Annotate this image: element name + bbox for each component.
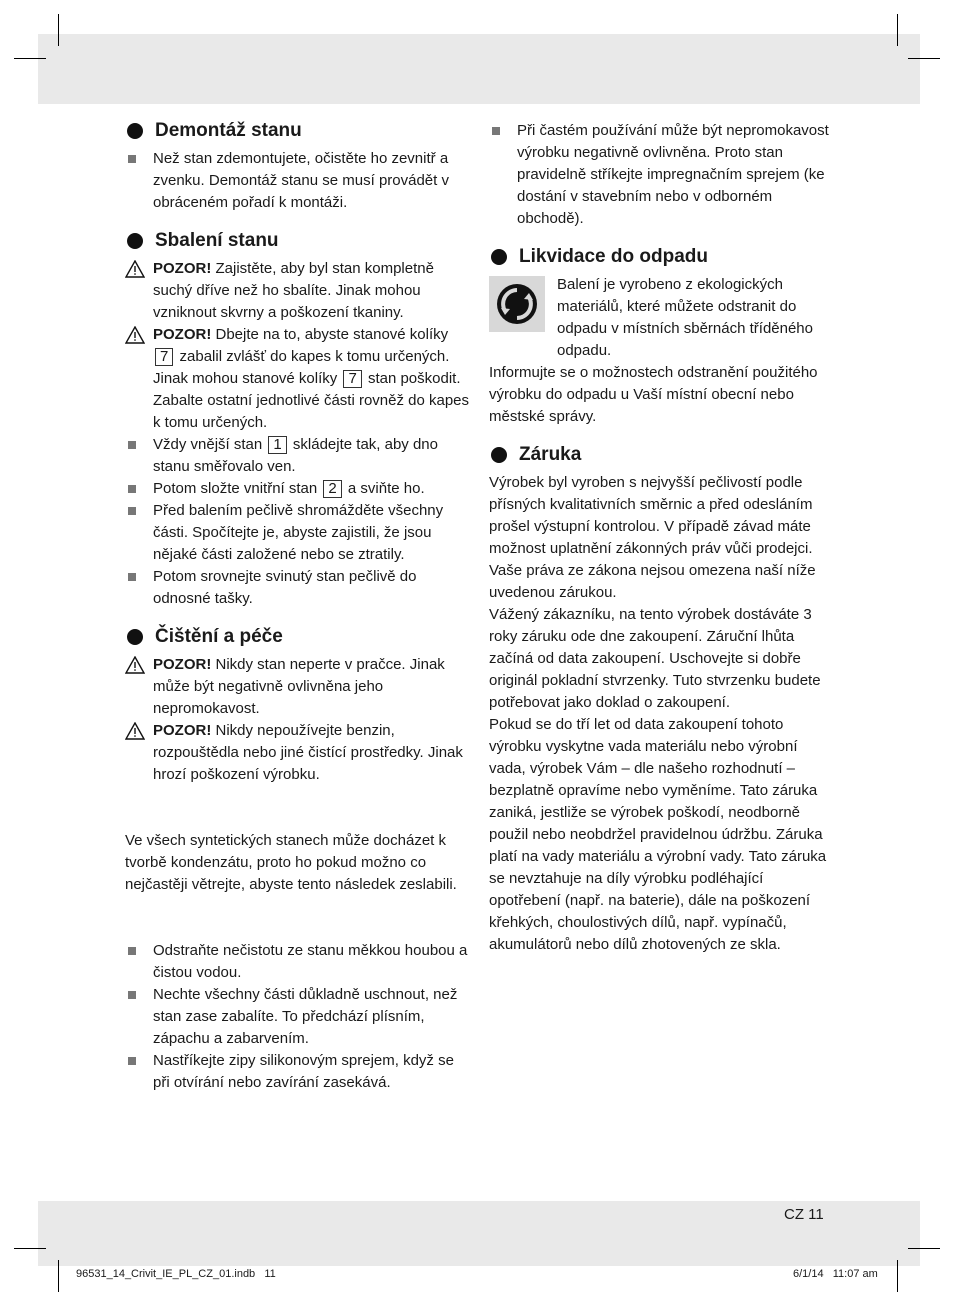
print-slug-date: 6/1/14 11:07 am <box>793 1268 878 1280</box>
crop-mark <box>58 14 59 46</box>
square-bullet-icon <box>128 155 136 163</box>
section-heading <box>125 230 470 252</box>
square-bullet-icon <box>128 441 136 449</box>
section-cisteni <box>125 626 470 1094</box>
warning-triangle-icon <box>125 656 145 674</box>
list-item: Potom složte vnitřní stan 2 a sviňte ho. <box>125 478 470 500</box>
paragraph: Informujte se o možnostech odstranění použitého výrobku do odpadu u Vaší místní obecní nebo městské správy. <box>489 364 818 425</box>
crop-mark <box>908 58 940 59</box>
section-sbaleni <box>125 230 470 610</box>
warning-item: POZOR! Zajistěte, aby byl stan kompletně suchý dříve než ho sbalíte. Jinak mohou vzniknout skvrny a poškození tkaniny. <box>125 258 470 324</box>
recycling-row <box>489 274 834 362</box>
list-item: Odstraňte nečistotu ze stanu měkkou houbou a čistou vodou. <box>125 940 470 984</box>
right-column <box>489 120 834 972</box>
square-bullet-icon <box>128 991 136 999</box>
section-care-continued <box>489 120 834 230</box>
part-number-box: 7 <box>343 370 361 388</box>
square-bullet-icon <box>128 507 136 515</box>
heading-text: Čištění a péče <box>155 626 283 647</box>
part-number-box: 2 <box>323 480 341 498</box>
print-slug-file: 96531_14_Crivit_IE_PL_CZ_01.indb 11 <box>76 1268 276 1280</box>
heading-text: Sbalení stanu <box>155 230 279 251</box>
bullet-dot-icon <box>127 233 143 249</box>
square-bullet-icon <box>492 127 500 135</box>
page-number: CZ 11 <box>784 1206 824 1223</box>
section-heading <box>125 120 470 142</box>
list-item: Než stan zdemontujete, očistěte ho zevnitř a zvenku. Demontáž stanu se musí provádět v obráceném pořadí k montáži. <box>125 148 470 214</box>
left-column <box>125 120 470 1110</box>
warning-item: POZOR! Nikdy nepoužívejte benzin, rozpouštědla nebo jiné čistící prostředky. Jinak hrozí poškození výrobku. <box>125 720 470 786</box>
heading-text: Demontáž stanu <box>155 120 302 141</box>
paragraph: Balení je vyrobeno z ekologických materiálů, které můžete odstranit do odpadu v místních sběrnách tříděného odpadu. <box>557 276 813 359</box>
square-bullet-icon <box>128 573 136 581</box>
warning-item: POZOR! Nikdy stan neperte v pračce. Jinak může být negativně ovlivněna jeho nepromokavost. <box>125 654 470 720</box>
section-heading <box>489 246 834 268</box>
section-heading <box>125 626 470 648</box>
paragraph: Ve všech syntetických stanech může docházet k tvorbě kondenzátu, proto ho pokud možno co nejčastěji větrejte, abyste tento následek zeslabili. <box>125 832 457 893</box>
crop-mark <box>897 14 898 46</box>
bullet-dot-icon <box>127 123 143 139</box>
crop-mark <box>14 58 46 59</box>
section-heading <box>489 444 834 466</box>
crop-mark <box>897 1260 898 1292</box>
heading-text: Záruka <box>519 444 582 465</box>
bullet-dot-icon <box>127 629 143 645</box>
bullet-dot-icon <box>491 447 507 463</box>
bullet-dot-icon <box>491 249 507 265</box>
list-item: Nastříkejte zipy silikonovým sprejem, když se při otvírání nebo zavírání zasekává. <box>125 1050 470 1094</box>
part-number-box: 7 <box>155 348 173 366</box>
list-item: Při častém používání může být nepromokavost výrobku negativně ovlivněna. Proto stan pravidelně stříkejte impregnačním sprejem (ke dostání v stavebním nebo v odborném obchodě). <box>489 120 834 230</box>
green-dot-recycling-icon <box>489 276 545 332</box>
heading-text: Likvidace do odpadu <box>519 246 708 267</box>
warning-triangle-icon <box>125 260 145 278</box>
list-item: Nechte všechny části důkladně uschnout, než stan zase zabalíte. To předchází plísním, zápachu a zabarvením. <box>125 984 470 1050</box>
warning-triangle-icon <box>125 722 145 740</box>
paragraph: Pokud se do tří let od data zakoupení tohoto výrobku vyskytne vada materiálu nebo výrobní vada, výrobek Vám – dle našeho rozhodnutí – bezplatně opravíme nebo vyměníme. Tato záruka zaniká, jestliže se výrobek poškodí, neodborně použil nebo neobdržel pravidelnou údržbu. Záruka platí na vady materiálu a výrobní vady. Tato záruka se nevztahuje na díly výrobku podléhající opotřebení (např. na baterie), dále na poškození křehkých, choulostivých dílů, např. vypínačů, akumulátorů nebo dílů zhotovených ze skla. <box>489 716 827 953</box>
square-bullet-icon <box>128 947 136 955</box>
part-number-box: 1 <box>268 436 286 454</box>
section-likvidace <box>489 246 834 428</box>
list-item: Potom srovnejte svinutý stan pečlivě do odnosné tašky. <box>125 566 470 610</box>
square-bullet-icon <box>128 1057 136 1065</box>
paragraph: Vážený zákazníku, na tento výrobek dostáváte 3 roky záruku ode dne zakoupení. Záruční lhůta začíná od data zakoupení. Uschovejte si dobře originál pokladní stvrzenky. Tuto stvrzenku budete potřebovat jako doklad o zakoupení. <box>489 606 821 711</box>
warning-triangle-icon <box>125 326 145 344</box>
warning-item: POZOR! Dbejte na to, abyste stanové kolíky 7 zabalil zvlášť do kapes k tomu určených. Jinak mohou stanové kolíky 7 stan poškodit. Zabalte ostatní jednotlivé části rovněž do kapes k tomu určených. <box>125 324 470 434</box>
section-demontaz <box>125 120 470 214</box>
square-bullet-icon <box>128 485 136 493</box>
section-zaruka <box>489 444 834 956</box>
crop-mark <box>14 1248 46 1249</box>
header-band <box>38 34 920 104</box>
list-item: Před balením pečlivě shromážděte všechny části. Spočítejte je, abyste zajistili, že jsou nějaké části založené nebo se ztratily. <box>125 500 470 566</box>
list-item: Vždy vnější stan 1 skládejte tak, aby dno stanu směřovalo ven. <box>125 434 470 478</box>
paragraph: Výrobek byl vyroben s nejvyšší pečlivostí podle přísných kvalitativních směrnic a před odesláním prošel výstupní kontrolou. V případě závad máte možnost uplatnění zákonných práv vůči prodejci. Vaše práva ze zákona nejsou omezena naší níže uvedenou zárukou. <box>489 474 816 601</box>
crop-mark <box>58 1260 59 1292</box>
crop-mark <box>908 1248 940 1249</box>
